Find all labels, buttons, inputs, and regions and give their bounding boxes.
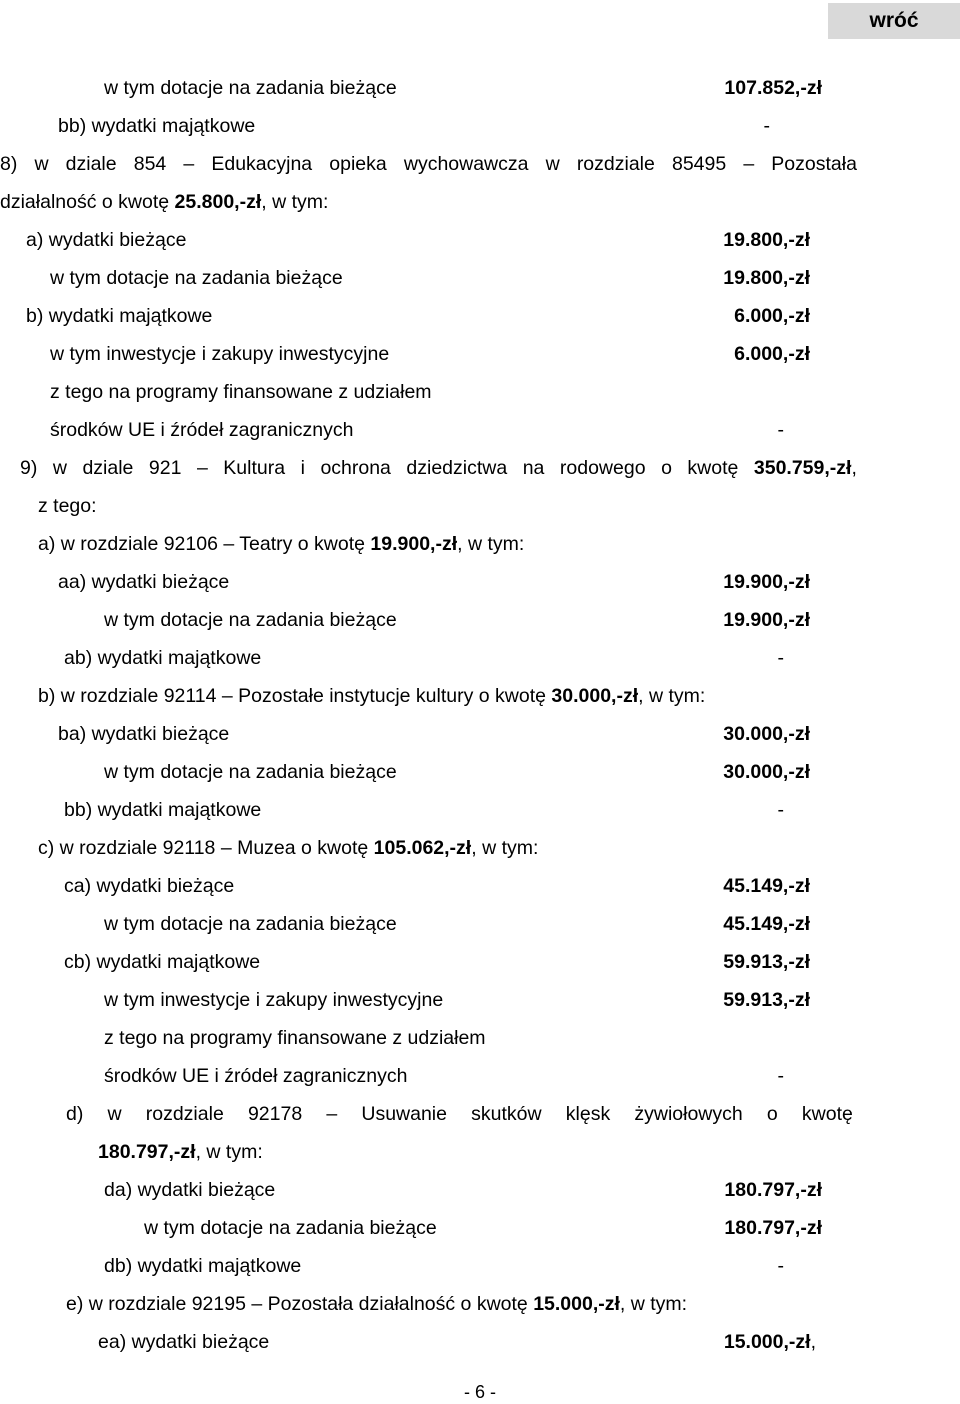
- line-ab-capital: ab) wydatki majątkowe: [64, 647, 262, 669]
- line-of-which: z tego:: [38, 495, 97, 517]
- amount-bb-capital: -: [763, 115, 770, 137]
- page-number: - 6 -: [463, 1382, 496, 1402]
- word: dziedzictwa: [406, 457, 508, 479]
- line-ca-current: ca) wydatki bieżące: [64, 875, 235, 897]
- line-section-854-amount: działalność o kwotę 25.800,-zł, w tym:: [0, 191, 329, 213]
- line-subsidy-current: w tym dotacje na zadania bieżące: [104, 77, 397, 99]
- line-92195-other: e) w rozdziale 92195 – Pozostała działalność o kwotę 15.000,-zł, w tym:: [66, 1293, 688, 1315]
- word: i: [300, 457, 305, 479]
- line-92114-culture: b) w rozdziale 92114 – Pozostałe instytucje kultury o kwotę 30.000,-zł, w tym:: [38, 685, 706, 707]
- word: 9): [20, 457, 38, 479]
- line-b-investments: w tym inwestycje i zakupy inwestycyjne: [50, 343, 390, 365]
- word: w: [107, 1103, 122, 1125]
- line-section-921: [20, 456, 857, 480]
- word: 8): [0, 153, 18, 175]
- word: o: [766, 1103, 778, 1125]
- line-section-854: [0, 152, 857, 176]
- word: Kultura: [223, 457, 286, 479]
- amount-cb-eu-funds: -: [777, 1065, 784, 1087]
- line-aa-subsidy: w tym dotacje na zadania bieżące: [104, 609, 397, 631]
- line-cb-investments: w tym inwestycje i zakupy inwestycyjne: [104, 989, 444, 1011]
- word: o: [661, 457, 672, 479]
- amount-aa-current: 19.900,-zł: [723, 571, 810, 593]
- word: 92178: [247, 1103, 303, 1125]
- word: rodowego: [559, 457, 646, 479]
- line-a-subsidy: w tym dotacje na zadania bieżące: [50, 267, 343, 289]
- amount-a-current: 19.800,-zł: [723, 229, 810, 251]
- line-cb-capital: cb) wydatki majątkowe: [64, 951, 261, 973]
- word: 85495: [671, 153, 727, 175]
- amount-da-current: 180.797,-zł: [724, 1179, 822, 1201]
- word: Usuwanie: [361, 1103, 447, 1125]
- amount-b-investments: 6.000,-zł: [734, 343, 810, 365]
- word: 854: [133, 153, 167, 175]
- amount-ca-subsidy: 45.149,-zł: [723, 913, 810, 935]
- amount-bb2-capital: -: [777, 799, 784, 821]
- word: –: [326, 1103, 338, 1125]
- line-b-capital: b) wydatki majątkowe: [26, 305, 213, 327]
- amount-ba-current: 30.000,-zł: [723, 723, 810, 745]
- word: Pozostała: [771, 153, 857, 175]
- amount-db-capital: -: [777, 1255, 784, 1277]
- word: w: [52, 457, 67, 479]
- line-ba-current: ba) wydatki bieżące: [58, 723, 230, 745]
- amount-cb-investments: 59.913,-zł: [723, 989, 810, 1011]
- word: kwotę: [687, 457, 739, 479]
- line-db-capital: db) wydatki majątkowe: [104, 1255, 302, 1277]
- amount-ba-subsidy: 30.000,-zł: [723, 761, 810, 783]
- word: żywiołowych: [634, 1103, 743, 1125]
- line-cb-eu-funds: środków UE i źródeł zagranicznych: [104, 1065, 408, 1087]
- line-ca-subsidy: w tym dotacje na zadania bieżące: [104, 913, 397, 935]
- line-aa-current: aa) wydatki bieżące: [58, 571, 230, 593]
- line-ea-current: ea) wydatki bieżące: [98, 1331, 270, 1353]
- line-bb2-capital: bb) wydatki majątkowe: [64, 799, 262, 821]
- line-a-current: a) wydatki bieżące: [26, 229, 187, 251]
- amount-da-subsidy: 180.797,-zł: [724, 1217, 822, 1239]
- amount-eu-funds: -: [777, 419, 784, 441]
- word: w: [545, 153, 560, 175]
- word: –: [183, 153, 195, 175]
- amount-ab-capital: -: [777, 647, 784, 669]
- line-92178-amount: 180.797,-zł, w tym:: [98, 1141, 263, 1163]
- word: d): [66, 1103, 84, 1125]
- line-ba-subsidy: w tym dotacje na zadania bieżące: [104, 761, 397, 783]
- amount-cb-capital: 59.913,-zł: [723, 951, 810, 973]
- amount-b-capital: 6.000,-zł: [734, 305, 810, 327]
- back-button[interactable]: wróć: [828, 3, 960, 39]
- word: –: [196, 457, 208, 479]
- amount-ea-current: 15.000,-zł,: [723, 1331, 816, 1353]
- amount-subsidy-current: 107.852,-zł: [724, 77, 822, 99]
- word: klęsk: [565, 1103, 611, 1125]
- amount-inline: 350.759,-zł,: [753, 457, 857, 479]
- line-cb-eu-programs: z tego na programy finansowane z udziałem: [104, 1027, 486, 1049]
- line-92118-museums: c) w rozdziale 92118 – Muzea o kwotę 105.062,-zł, w tym:: [38, 837, 539, 859]
- word: dziale: [82, 457, 134, 479]
- amount-aa-subsidy: 19.900,-zł: [723, 609, 810, 631]
- line-bb-capital: bb) wydatki majątkowe: [58, 115, 256, 137]
- word: na: [522, 457, 545, 479]
- word: rozdziale: [145, 1103, 224, 1125]
- line-da-current: da) wydatki bieżące: [104, 1179, 276, 1201]
- word: w: [34, 153, 49, 175]
- word: ochrona: [320, 457, 391, 479]
- line-eu-funds: środków UE i źródeł zagranicznych: [50, 419, 354, 441]
- line-eu-programs: z tego na programy finansowane z udziałem: [50, 381, 432, 403]
- word: opieka: [329, 153, 387, 175]
- word: skutków: [471, 1103, 542, 1125]
- line-da-subsidy: w tym dotacje na zadania bieżące: [144, 1217, 437, 1239]
- word: dziale: [65, 153, 117, 175]
- word: kwotę: [801, 1103, 853, 1125]
- amount-ca-current: 45.149,-zł: [723, 875, 810, 897]
- word: rozdziale: [576, 153, 655, 175]
- line-92178-disasters: [66, 1102, 853, 1126]
- word: 921: [148, 457, 182, 479]
- word: –: [743, 153, 755, 175]
- word: wychowawcza: [403, 153, 529, 175]
- word: Edukacyjna: [211, 153, 313, 175]
- line-92106-theatres: a) w rozdziale 92106 – Teatry o kwotę 19.900,-zł, w tym:: [38, 533, 525, 555]
- amount-a-subsidy: 19.800,-zł: [723, 267, 810, 289]
